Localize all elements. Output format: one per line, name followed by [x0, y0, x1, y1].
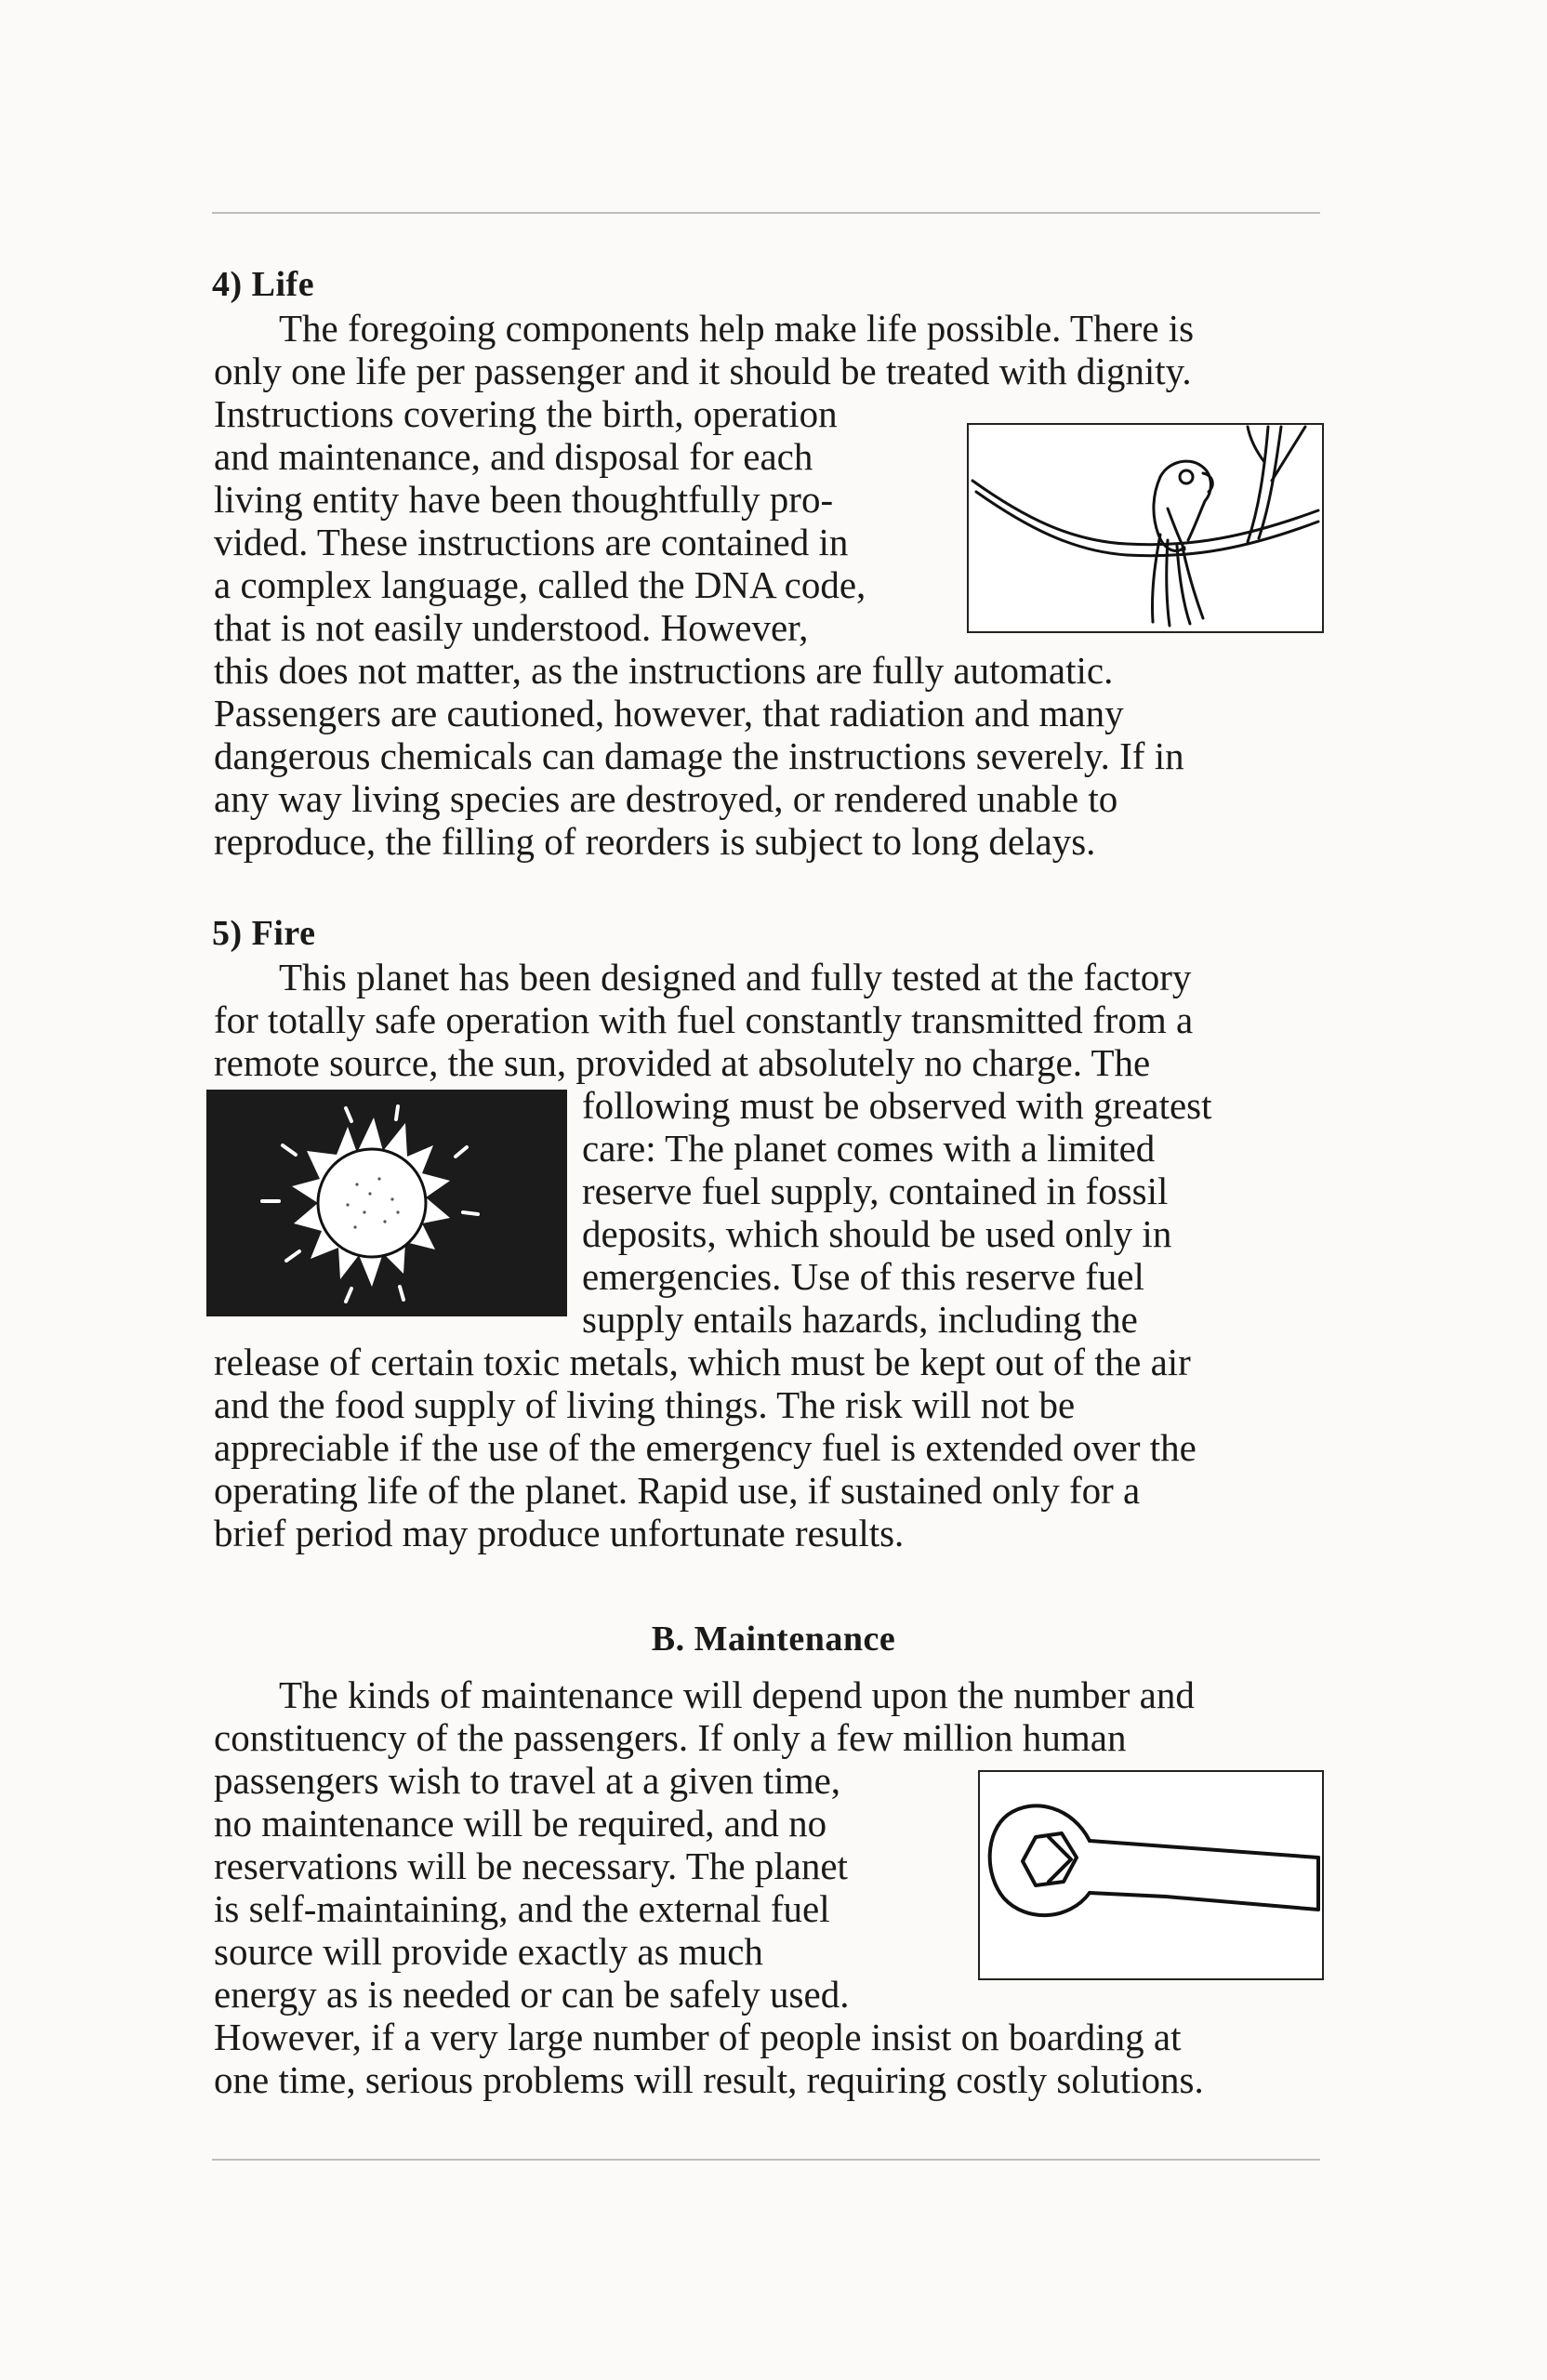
fire-line: care: The planet comes with a limited	[582, 1127, 1156, 1170]
life-line: that is not easily understood. However,	[214, 606, 809, 649]
fire-line: deposits, which should be used only in	[582, 1212, 1172, 1255]
bottom-divider	[212, 2159, 1320, 2161]
maintenance-line: one time, serious problems will result, requiring costly solutions.	[214, 2058, 1204, 2101]
maintenance-line: no maintenance will be required, and no	[214, 1802, 827, 1844]
maintenance-line: However, if a very large number of people insist on boarding at	[214, 2016, 1182, 2058]
life-line: a complex language, called the DNA code,	[214, 563, 866, 606]
maintenance-line: passengers wish to travel at a given time,	[214, 1759, 841, 1802]
section-heading-fire: 5) Fire	[212, 914, 316, 953]
fire-line: reserve fuel supply, contained in fossil	[582, 1170, 1169, 1212]
fire-line: brief period may produce unfortunate results.	[214, 1512, 905, 1554]
life-line: only one life per passenger and it should be treated with dignity.	[214, 350, 1192, 392]
life-line: living entity have been thoughtfully pro-	[214, 478, 834, 521]
top-divider	[212, 212, 1320, 214]
maintenance-line: reservations will be necessary. The planet	[214, 1844, 848, 1887]
maintenance-line: constituency of the passengers. If only a few million human	[214, 1716, 1127, 1759]
wrench-icon	[980, 1772, 1322, 1978]
fire-line: supply entails hazards, including the	[582, 1298, 1138, 1341]
maintenance-line: source will provide exactly as much	[214, 1930, 763, 1973]
fire-line: release of certain toxic metals, which must be kept out of the air	[214, 1341, 1191, 1383]
maintenance-line: The kinds of maintenance will depend upon the number and	[279, 1673, 1195, 1716]
fire-line: emergencies. Use of this reserve fuel	[582, 1255, 1144, 1298]
fire-line: operating life of the planet. Rapid use, if sustained only for a	[214, 1469, 1141, 1512]
life-line: Passengers are cautioned, however, that radiation and many	[214, 692, 1124, 734]
life-line: this does not matter, as the instructions are fully automatic.	[214, 649, 1114, 692]
fire-line: following must be observed with greatest	[582, 1084, 1212, 1127]
life-line: any way living species are destroyed, or rendered unable to	[214, 777, 1118, 820]
fire-line: appreciable if the use of the emergency fuel is extended over the	[214, 1426, 1197, 1469]
fire-line: remote source, the sun, provided at absolutely no charge. The	[214, 1041, 1151, 1084]
maintenance-line: is self-maintaining, and the external fuel	[214, 1887, 830, 1930]
fire-line: This planet has been designed and fully tested at the factory	[279, 956, 1192, 998]
life-line: reproduce, the filling of reorders is subject to long delays.	[214, 820, 1096, 863]
life-line: Instructions covering the birth, operation	[214, 392, 838, 435]
life-line: dangerous chemicals can damage the instructions severely. If in	[214, 734, 1184, 777]
section-heading-life: 4) Life	[212, 265, 315, 304]
sun-illustration	[206, 1090, 567, 1316]
life-line: vided. These instructions are contained in	[214, 521, 849, 563]
parrot-icon	[969, 425, 1322, 631]
life-line: and maintenance, and disposal for each	[214, 435, 813, 478]
section-heading-maintenance: B. Maintenance	[651, 1619, 896, 1659]
fire-line: for totally safe operation with fuel constantly transmitted from a	[214, 998, 1194, 1041]
parrot-illustration	[967, 423, 1324, 633]
maintenance-line: energy as is needed or can be safely used.	[214, 1973, 850, 2016]
sun-icon	[206, 1090, 567, 1316]
wrench-illustration	[978, 1770, 1324, 1980]
fire-line: and the food supply of living things. The risk will not be	[214, 1383, 1076, 1426]
life-line: The foregoing components help make life possible. There is	[279, 307, 1195, 350]
